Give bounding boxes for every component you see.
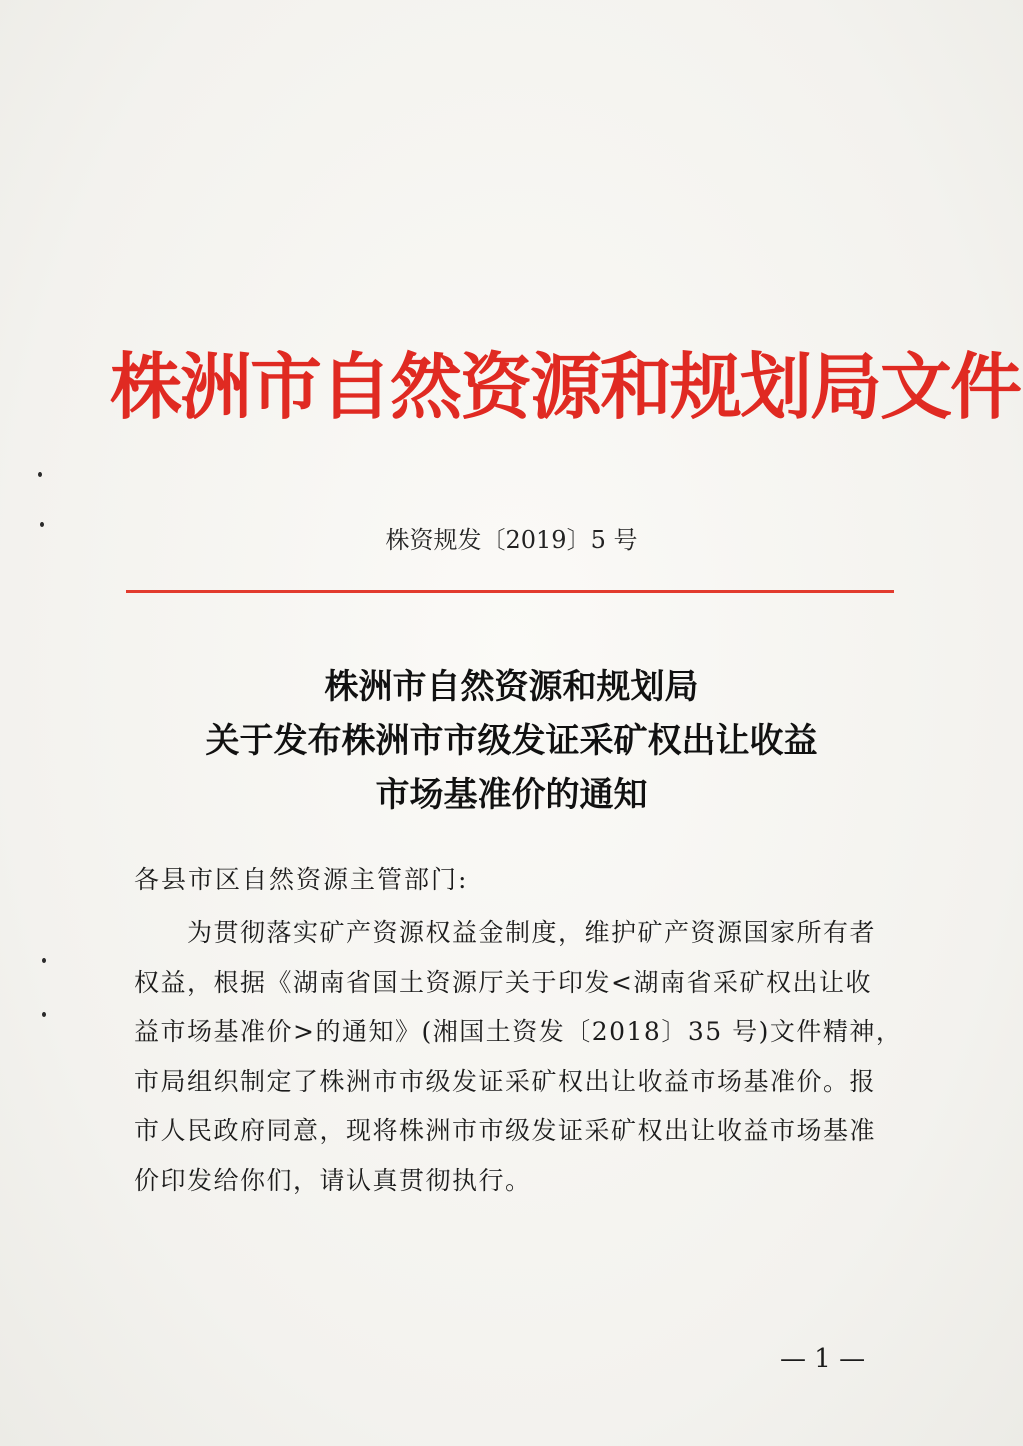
body-paragraph bbox=[134, 908, 903, 1205]
document-number: 株资规发〔2019〕5 号 bbox=[385, 526, 638, 554]
scan-speck bbox=[38, 472, 42, 477]
body-line-5: 市人民政府同意，现将株洲市市级发证采矿权出让收益市场基准 bbox=[134, 1116, 877, 1145]
body-line-3: 益市场基准价>的通知》(湘国土资发〔2018〕35 号)文件精神， bbox=[134, 1017, 903, 1046]
notice-title-line-2: 关于发布株洲市市级发证采矿权出让收益 bbox=[205, 721, 818, 761]
notice-title-line-1: 株洲市自然资源和规划局 bbox=[324, 667, 699, 707]
body-line-2: 权益，根据《湖南省国土资源厅关于印发<湖南省采矿权出让收 bbox=[134, 967, 872, 997]
notice-title bbox=[120, 660, 903, 822]
scan-speck bbox=[42, 1012, 46, 1017]
page-number: — 1 — bbox=[780, 1344, 866, 1374]
notice-title-line-3: 市场基准价的通知 bbox=[375, 775, 648, 815]
scan-speck bbox=[42, 958, 46, 963]
body-line-6: 价印发给你们，请认真贯彻执行。 bbox=[134, 1165, 532, 1195]
red-separator-line bbox=[126, 590, 894, 593]
issuing-organization-title: 株洲市自然资源和规划局文件 bbox=[110, 345, 1021, 429]
scan-speck bbox=[40, 522, 44, 527]
body-line-1: 为贯彻落实矿产资源权益金制度，维护矿产资源国家所有者 bbox=[134, 918, 877, 947]
body-line-4: 市局组织制定了株洲市市级发证采矿权出让收益市场基准价。报 bbox=[134, 1066, 877, 1096]
salutation: 各县市区自然资源主管部门: bbox=[134, 865, 469, 894]
